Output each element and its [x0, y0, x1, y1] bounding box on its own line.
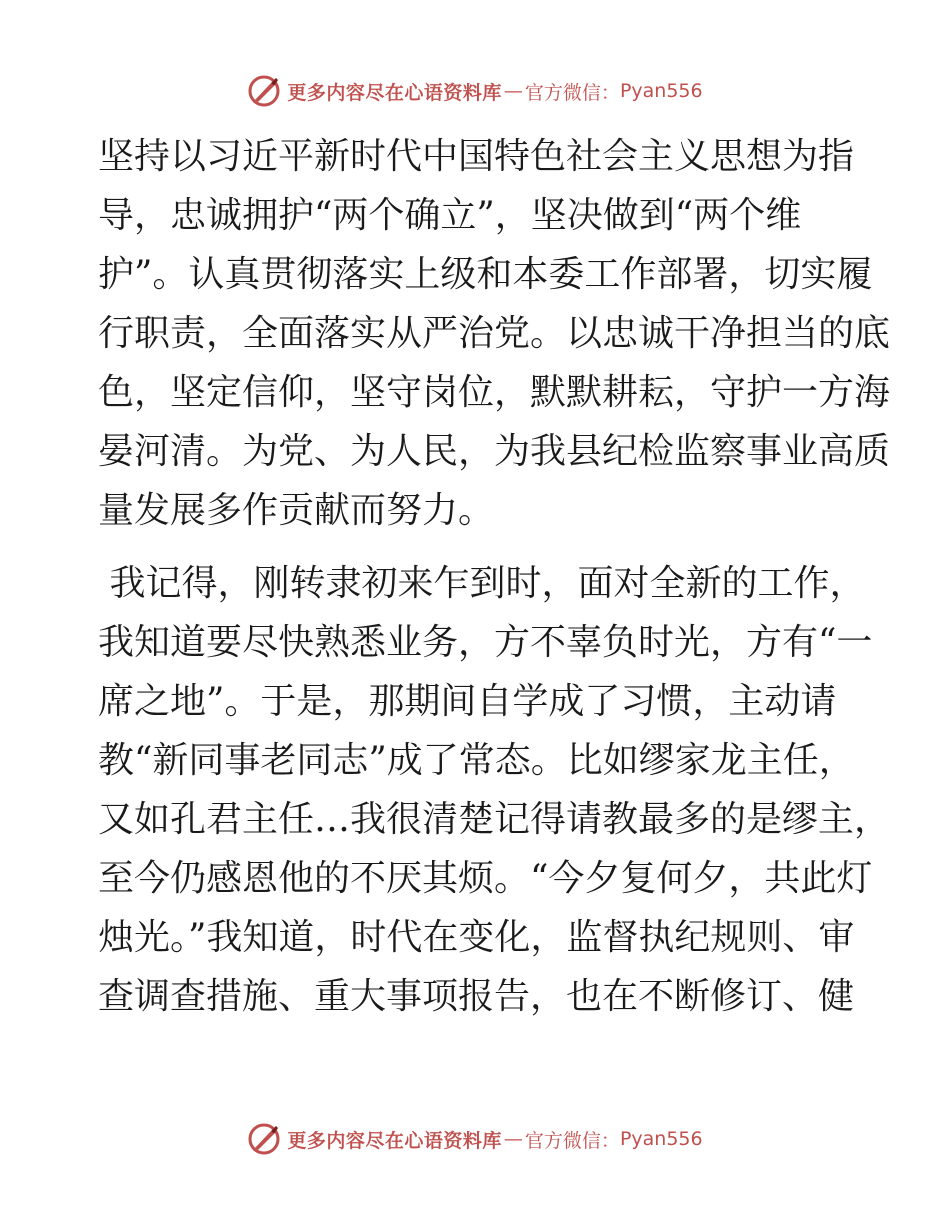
text-line: 我记得，刚转隶初来乍到时，面对全新的工作， [98, 563, 866, 604]
text-line: 护”。认真贯彻落实上级和本委工作部署，切实履 [98, 254, 873, 295]
quill-logo-icon [247, 1122, 281, 1156]
header-dash: — [503, 80, 523, 102]
header-wechat-label: 官方微信： [524, 81, 620, 104]
text-line: 色，坚定信仰，坚守岗位，默默耕耘，守护一方海 [98, 372, 891, 413]
document-body [98, 127, 891, 1026]
text-line: 烛光。”我知道，时代在变化，监督执纪规则、审 [98, 917, 855, 958]
quill-logo-icon [247, 74, 281, 108]
text-line: 我知道要尽快熟悉业务，方不辜负时光，方有“一 [98, 622, 873, 663]
text-line: 坚持以习近平新时代中国特色社会主义思想为指 [98, 136, 855, 177]
header-wechat-id: Pyan556 [619, 80, 703, 102]
text-line: 教“新同事老同志”成了常态。比如缪家龙主任， [98, 740, 855, 781]
text-line: 又如孔君主任…我很清楚记得请教最多的是缪主， [98, 799, 891, 840]
footer-wechat-label: 官方微信： [524, 1129, 620, 1152]
text-line: 行职责，全面落实从严治党。以忠诚干净担当的底 [98, 313, 891, 354]
paragraph-1 [98, 127, 891, 540]
footer-wechat-id: Pyan556 [619, 1128, 703, 1150]
text-line: 席之地”。于是，那期间自学成了习惯，主动请 [98, 681, 837, 722]
text-line: 查调查措施、重大事项报告，也在不断修订、健 [98, 976, 855, 1017]
header-brand-text: 更多内容尽在心语资料库 [287, 81, 502, 104]
footer-dash: — [503, 1128, 523, 1150]
text-line: 量发展多作贡献而努力。 [98, 490, 495, 531]
footer-brand-text: 更多内容尽在心语资料库 [287, 1129, 502, 1152]
paragraph-2 [98, 554, 891, 1026]
header-banner [0, 71, 950, 111]
text-line: 晏河清。为党、为人民，为我县纪检监察事业高质 [98, 431, 891, 472]
text-line: 至今仍感恩他的不厌其烦。“今夕复何夕，共此灯 [98, 858, 873, 899]
text-line: 导，忠诚拥护“两个确立”，坚决做到“两个维 [98, 195, 802, 236]
footer-banner [0, 1119, 950, 1159]
